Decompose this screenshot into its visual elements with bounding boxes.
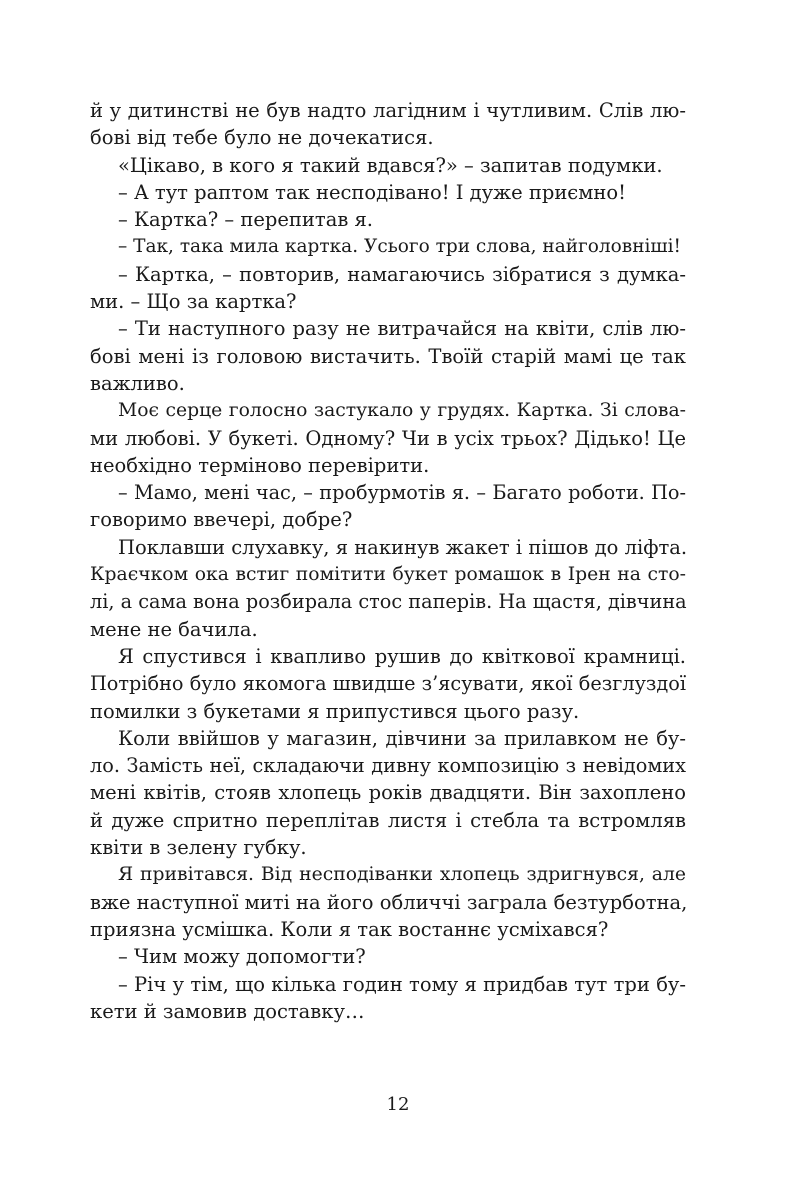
text-line: приязна усмішка. Коли я так востаннє усміхався? [90,917,609,941]
text-line: – Мамо, мені час, – пробурмотів я. – Багато роботи. По- [118,481,686,505]
text-line: – Так, така мила картка. Усього три слова, найголовніші! [118,236,681,258]
text-line: бові від тебе було не дочекатися. [90,126,434,150]
text-line: ми любові. У букеті. Одному? Чи в усіх трьох? Дідько! Це [90,426,686,450]
text-line: Краєчком ока встиг помітити букет ромашок в Ірен на сто- [90,564,686,586]
text-line: Коли ввійшов у магазин, дівчини за прилавком не бу- [118,726,686,750]
text-line: – Картка? – перепитав я. [118,208,373,232]
text-line: бові мені із головою вистачить. Твоїй старій мамі це так [90,344,686,368]
text-line: – Чим можу допомогти? [118,945,366,969]
text-line: Я привітався. Від несподіванки хлопець здригнувся, але [118,864,686,886]
text-line: вже наступної миті на його обличчі заграла безтурботна, [90,890,688,914]
text-line: мені квітів, стояв хлопець років двадцяти. Він захоплено [90,781,686,805]
text-line: Я спустився і квапливо рушив до квіткової крамниці. [118,644,686,668]
text-line: – Картка, – повторив, намагаючись зібратися з думка- [118,262,686,286]
text-line: говоримо ввечері, добре? [90,508,353,532]
text-line: важливо. [90,371,185,395]
page-number: 12 [386,1094,410,1115]
text-line: помилки з букетами я припустився цього разу. [90,699,580,723]
text-line: Моє серце голосно застукало у грудях. Картка. Зі слова- [118,400,686,422]
text-line: необхідно терміново перевірити. [90,453,430,477]
text-line: Потрібно було якомога швидше з’ясувати, якої безглуздої [90,672,686,696]
text-line: й дуже спритно переплітав листя і стебла та встромляв [90,808,686,832]
text-line: – Річ у тім, що кілька годин тому я придбав тут три бу- [118,972,686,996]
text-line: мене не бачила. [90,617,258,641]
text-line: кети й замовив доставку… [90,999,365,1023]
text-line: квіти в зелену губку. [90,836,307,860]
text-line: – Ти наступного разу не витрачайся на квіти, слів лю- [118,317,686,341]
text-line: «Цікаво, в кого я такий вдався?» – запитав подумки. [118,153,663,177]
text-line: – А тут раптом так несподівано! І дуже приємно! [118,180,626,204]
text-line: ло. Замість неї, складаючи дивну композицію з невідомих [90,754,686,778]
body-text [90,97,686,1025]
text-line: лі, а сама вона розбирала стос паперів. На щастя, дівчина [90,590,687,614]
text-line: й у дитинстві не був надто лагідним і чутливим. Слів лю- [90,99,686,122]
text-line: ми. – Що за картка? [90,290,297,314]
text-line: Поклавши слухавку, я накинув жакет і пішов до ліфта. [118,535,688,559]
